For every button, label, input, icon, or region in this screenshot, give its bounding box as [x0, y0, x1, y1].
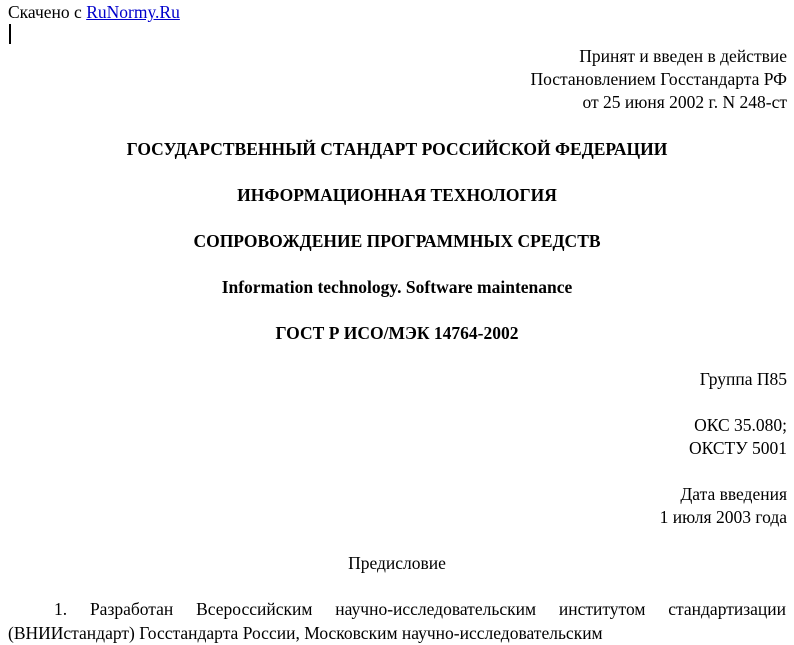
title-en-heading: Information technology. Software maintenance	[221, 277, 573, 297]
text-cursor	[9, 24, 11, 44]
standard-type-heading: ГОСУДАРСТВЕННЫЙ СТАНДАРТ РОССИЙСКОЙ ФЕДЕРАЦИИ	[126, 139, 668, 159]
approval-block	[530, 45, 787, 114]
approval-line-1: Принят и введен в действие	[579, 46, 787, 66]
download-source-line	[8, 2, 180, 22]
classification-codes	[689, 414, 787, 460]
runormy-link[interactable]: RuNormy.Ru	[86, 2, 180, 22]
approval-line-3: от 25 июня 2002 г. N 248-ст	[582, 92, 787, 112]
effective-date-block	[660, 483, 787, 529]
group-text: Группа П85	[699, 369, 787, 389]
title-ru-heading: СОПРОВОЖДЕНИЕ ПРОГРАММНЫХ СРЕДСТВ	[193, 231, 601, 251]
group-line	[700, 368, 787, 391]
foreword-title: Предисловие	[348, 553, 446, 573]
effective-date-label: Дата введения	[680, 484, 787, 504]
foreword-paragraph-1: 1. Разработан Всероссийским научно-исследовательским институтом стандартизации (ВНИИстандарт) Госстандарта России, Московским научно-исследовательским	[8, 599, 786, 643]
okstu-code: ОКСТУ 5001	[688, 438, 787, 458]
approval-line-2: Постановлением Госстандарта РФ	[530, 69, 787, 89]
topic-heading: ИНФОРМАЦИОННАЯ ТЕХНОЛОГИЯ	[237, 185, 557, 205]
download-prefix: Скачено с	[8, 2, 82, 22]
effective-date-value: 1 июля 2003 года	[659, 507, 787, 527]
oks-code: ОКС 35.080;	[694, 415, 787, 435]
standard-code-heading: ГОСТ Р ИСО/МЭК 14764-2002	[275, 323, 519, 343]
